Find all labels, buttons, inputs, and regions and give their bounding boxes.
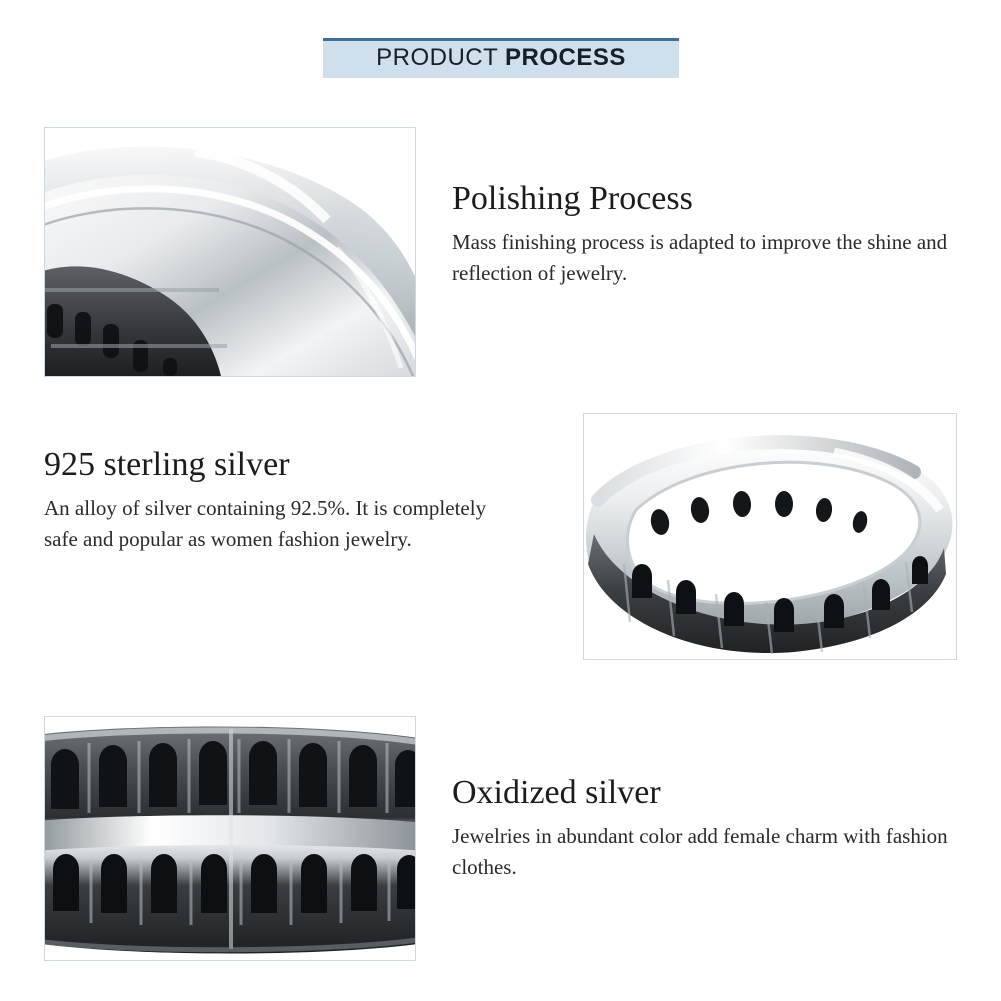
section-sterling-silver xyxy=(44,446,514,554)
body-polishing-process: Mass finishing process is adapted to improve the shine and reflection of jewelry. xyxy=(452,230,948,285)
product-process-banner xyxy=(323,38,679,78)
image-oxidized-silver xyxy=(44,716,416,961)
page-title xyxy=(376,44,626,72)
heading-sterling-silver: 925 sterling silver xyxy=(44,446,290,483)
image-polishing-process xyxy=(44,127,416,377)
banner-top-rule xyxy=(323,38,679,41)
ring-illustration-polishing xyxy=(45,128,415,376)
body-sterling-silver: An alloy of silver containing 92.5%. It is completely safe and popular as women fashion jewelry. xyxy=(44,496,487,551)
page-title-strong: PROCESS xyxy=(505,44,626,71)
section-polishing-process xyxy=(452,180,972,288)
ring-illustration-sterling xyxy=(584,414,956,659)
body-oxidized-silver: Jewelries in abundant color add female charm with fashion clothes. xyxy=(452,824,948,879)
ring-illustration-oxidized xyxy=(45,717,415,960)
image-sterling-silver xyxy=(583,413,957,660)
section-oxidized-silver xyxy=(452,774,952,882)
heading-polishing-process: Polishing Process xyxy=(452,180,693,217)
heading-oxidized-silver: Oxidized silver xyxy=(452,774,661,811)
page-title-prefix: PRODUCT xyxy=(376,44,506,71)
